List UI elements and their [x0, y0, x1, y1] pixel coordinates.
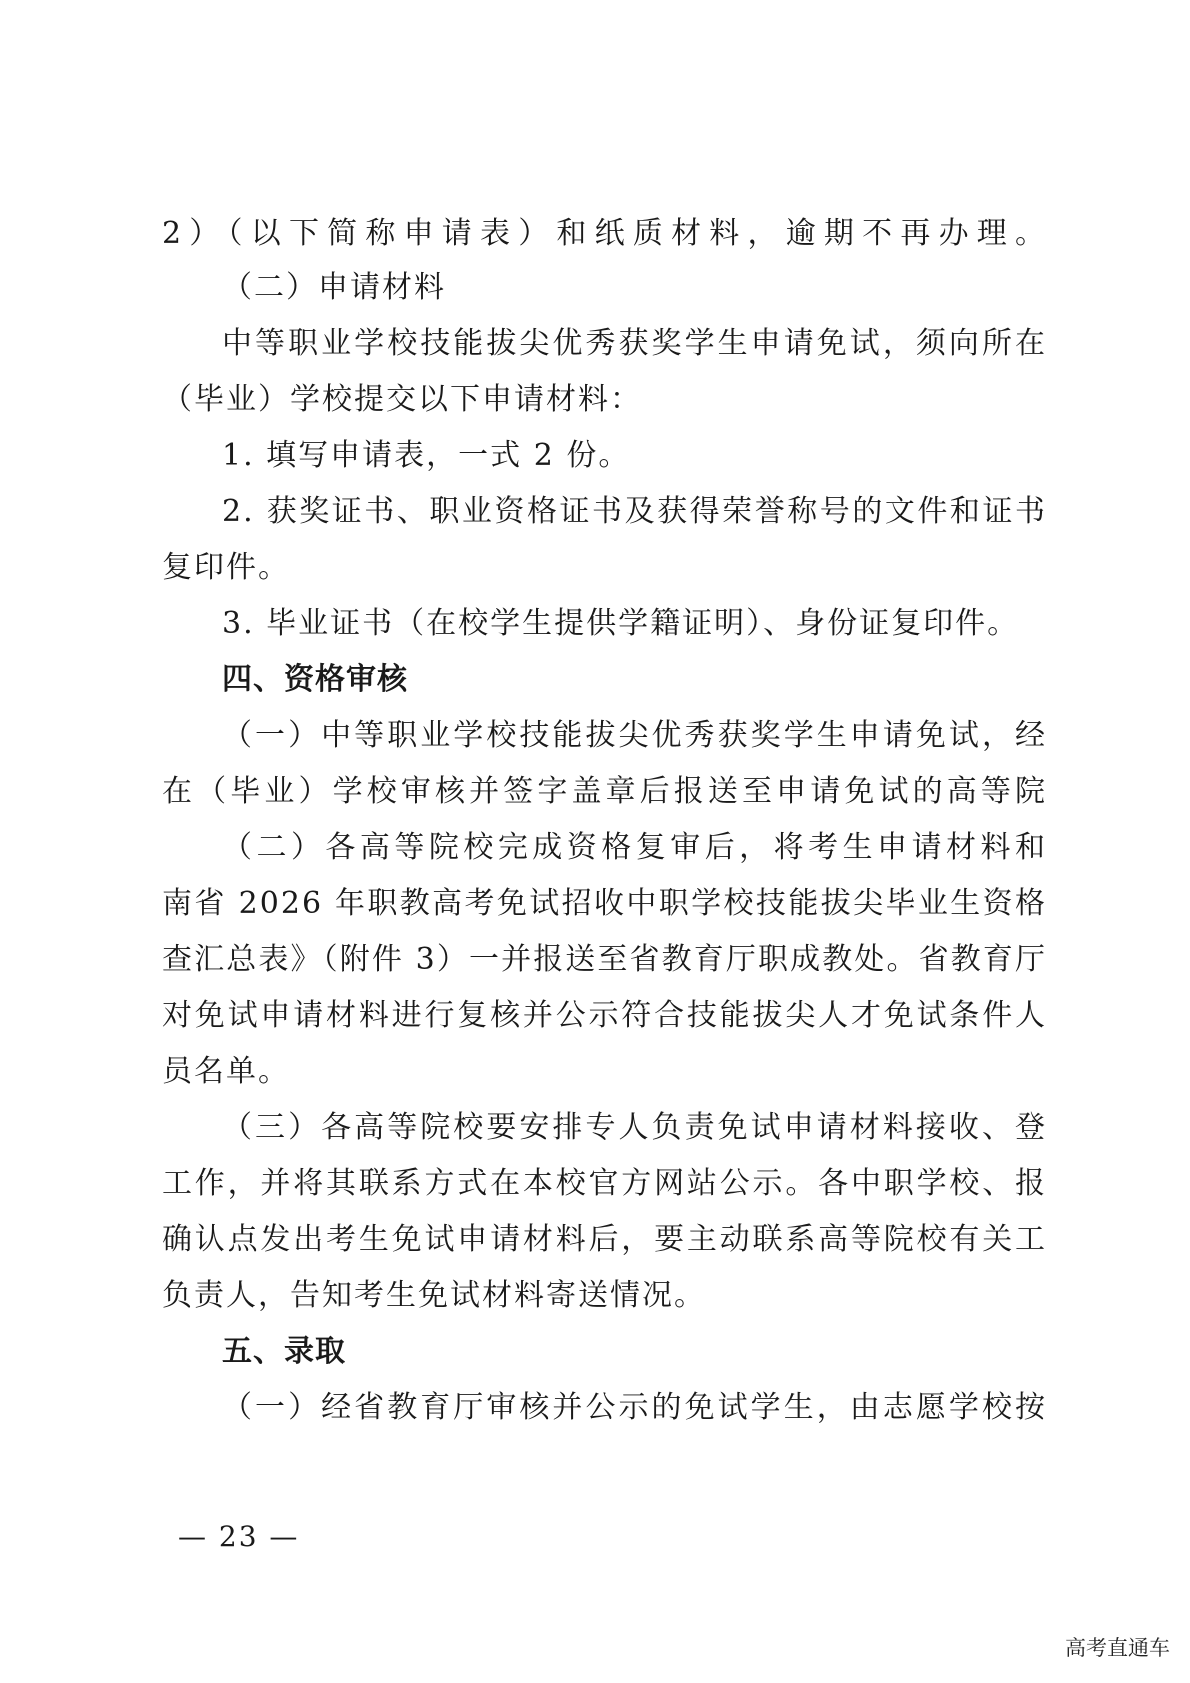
paragraph-line: （三）各高等院校要安排专人负责免试申请材料接收、登 — [222, 1110, 1047, 1145]
subheading-application-materials: （二）申请材料 — [222, 270, 446, 305]
paragraph-line: 查汇总表》（附件 3）一并报送至省教育厅职成教处。省教育厅 — [162, 942, 1047, 977]
paragraph-line: 确认点发出考生免试申请材料后，要主动联系高等院校有关工 — [162, 1222, 1047, 1257]
paragraph-line: （一）经省教育厅审核并公示的免试学生，由志愿学校按 — [222, 1390, 1047, 1425]
paragraph-line: 2）（以下简称申请表）和纸质材料，逾期不再办理。 — [162, 216, 1047, 251]
paragraph-line: 对免试申请材料进行复核并公示符合技能拔尖人才免试条件人 — [162, 998, 1047, 1033]
paragraph-line: 复印件。 — [162, 550, 290, 585]
watermark-label: 高考直通车 — [1061, 1633, 1174, 1663]
paragraph-line: 员名单。 — [162, 1054, 290, 1089]
paragraph-line: 工作，并将其联系方式在本校官方网站公示。各中职学校、报 — [162, 1166, 1047, 1201]
paragraph-line: （一）中等职业学校技能拔尖优秀获奖学生申请免试，经 — [222, 718, 1047, 753]
paragraph-line: （二）各高等院校完成资格复审后，将考生申请材料和 — [222, 830, 1047, 865]
page-number: — 23 — — [178, 1520, 300, 1553]
paragraph-line: 在（毕业）学校审核并签字盖章后报送至申请免试的高等院 — [162, 774, 1047, 809]
paragraph-line: 中等职业学校技能拔尖优秀获奖学生申请免试，须向所在 — [222, 326, 1047, 361]
paragraph-line: 负责人，告知考生免试材料寄送情况。 — [162, 1278, 706, 1313]
list-item: 2. 获奖证书、职业资格证书及获得荣誉称号的文件和证书 — [222, 494, 1047, 529]
list-item: 1. 填写申请表，一式 2 份。 — [222, 438, 631, 473]
paragraph-line: （毕业）学校提交以下申请材料： — [162, 382, 642, 417]
list-item: 3. 毕业证书（在校学生提供学籍证明）、身份证复印件。 — [222, 606, 1020, 641]
section-heading-qualification-review: 四、资格审核 — [222, 662, 408, 697]
section-heading-admission: 五、录取 — [222, 1334, 346, 1369]
paragraph-line: 南省 2026 年职教高考免试招收中职学校技能拔尖毕业生资格 — [162, 886, 1047, 921]
